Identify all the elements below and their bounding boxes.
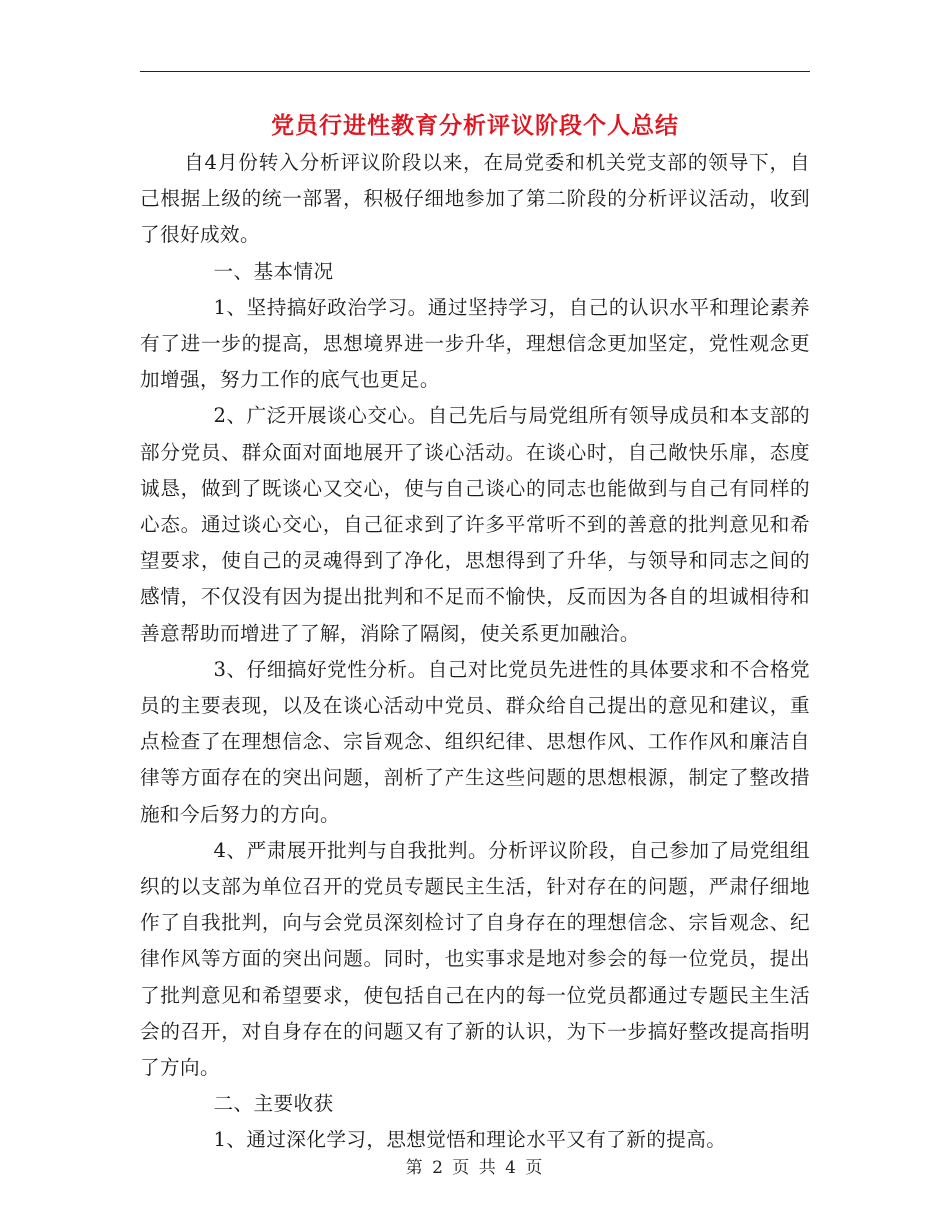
section-heading-basic-situation: 一、基本情况 [213, 259, 334, 283]
intro-paragraph: 自4月份转入分析评议阶段以来，在局党委和机关党支部的领导下，自己根据上级的统一部署，积极仔细地参加了第二阶段的分析评议活动，收到了很好成效。 [140, 151, 810, 247]
paragraph-item-2: 2、广泛开展谈心交心。自己先后与局党组所有领导成员和本支部的部分党员、群众面对面地展开了谈心活动。在谈心时，自己敞快乐扉，态度诚恳，做到了既谈心又交心，使与自己谈心的同志也能做到与自己有同样的心态。通过谈心交心，自己征求到了许多平常听不到的善意的批判意见和希望要求，使自己的灵魂得到了净化，思想得到了升华，与领导和同志之间的感情，不仅没有因为提出批判和不足而不愉快，反而因为各自的坦诚相待和善意帮助而增进了了解，消除了隔阂，使关系更加融洽。 [140, 404, 810, 645]
paragraph-item-1: 1、坚持搞好政治学习。通过坚持学习，自己的认识水平和理论素养有了进一步的提高，思想境界进一步升华，理想信念更加坚定，党性观念更加增强，努力工作的底气也更足。 [140, 295, 810, 392]
paragraph-item-3: 3、仔细搞好党性分析。自己对比党员先进性的具体要求和不合格党员的主要表现，以及在谈心活动中党员、群众给自己提出的意见和建议，重点检查了在理想信念、宗旨观念、组织纪律、思想作风、工作作风和廉洁自律等方面存在的突出问题，剖析了产生这些问题的思想根源，制定了整改措施和今后努力的方向。 [140, 657, 810, 826]
page-number-footer: 第 2 页 共 4 页 [405, 1158, 545, 1178]
section-heading-main-gains: 二、主要收获 [213, 1092, 334, 1116]
document-body [140, 145, 810, 1159]
paragraph-item-4: 4、严肃展开批判与自我批判。分析评议阶段，自己参加了局党组组织的以支部为单位召开的党员专题民主生活，针对存在的问题，严肃仔细地作了自我批判，向与会党员深刻检讨了自身存在的理想信念、宗旨观念、纪律作风等方面的突出问题。同时，也实事求是地对参会的每一位党员，提出了批判意见和希望要求，使包括自己在内的每一位党员都通过专题民主生活会的召开，对自身存在的问题又有了新的认识，为下一步搞好整改提高指明了方向。 [140, 838, 810, 1080]
paragraph-gain-1: 1、通过深化学习，思想觉悟和理论水平又有了新的提高。 [213, 1128, 727, 1152]
document-title: 党员行进性教育分析评议阶段个人总结 [271, 112, 679, 139]
header-rule [140, 71, 810, 72]
